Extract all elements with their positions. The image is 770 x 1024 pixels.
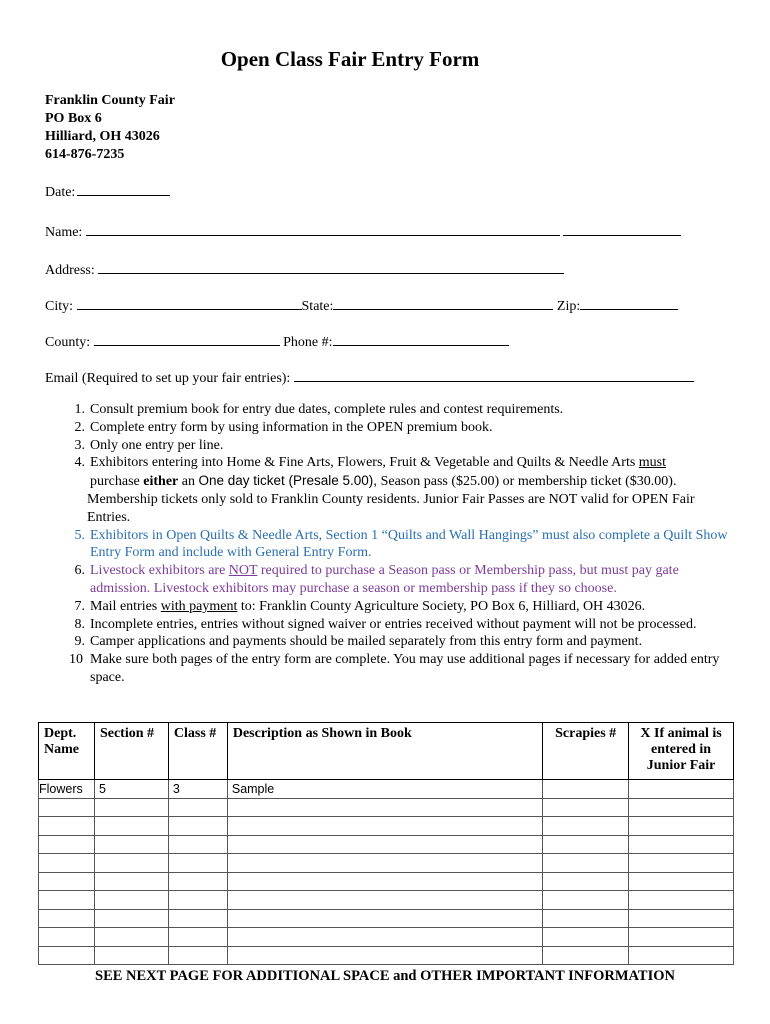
col-header-scrapies: Scrapies # <box>543 723 629 780</box>
county-row <box>45 332 509 351</box>
table-row <box>39 835 734 854</box>
instruction-text-part: purchase <box>90 474 144 490</box>
cell-description[interactable] <box>227 891 542 910</box>
entry-table <box>38 722 734 965</box>
table-row <box>39 928 734 947</box>
phone-label: Phone #: <box>283 335 333 350</box>
cell-description[interactable] <box>227 909 542 928</box>
instruction-text-part: Livestock exhibitors are <box>90 563 229 579</box>
instruction-item <box>45 616 735 634</box>
cell-section[interactable]: 5 <box>94 780 168 799</box>
cell-class[interactable] <box>168 798 227 817</box>
table-row <box>39 817 734 836</box>
cell-description[interactable] <box>227 928 542 947</box>
col-header-section: Section # <box>94 723 168 780</box>
email-row <box>45 368 694 387</box>
cell-class[interactable] <box>168 872 227 891</box>
fair-po-box: PO Box 6 <box>45 111 102 126</box>
city-row <box>45 296 678 315</box>
county-field[interactable] <box>94 332 280 346</box>
instruction-text-part: Exhibitors entering into Home & Fine Arts, Flowers, Fruit & Vegetable and Quilts & Needle Arts <box>90 455 639 471</box>
cell-description[interactable] <box>227 835 542 854</box>
instructions-list <box>45 401 735 687</box>
cell-scrapies[interactable] <box>543 835 629 854</box>
cell-dept[interactable] <box>39 946 95 965</box>
cell-description[interactable]: Sample <box>227 780 542 799</box>
cell-class[interactable] <box>168 909 227 928</box>
date-field-month[interactable] <box>77 182 125 196</box>
city-label: City: <box>45 299 74 314</box>
cell-junior-fair[interactable] <box>629 817 734 836</box>
one-day-ticket-text: One day ticket (Presale 5.00), <box>198 473 378 489</box>
instruction-text-part: Season pass ($25.00) or membership ticket ($30.00). <box>377 474 677 490</box>
instruction-text <box>90 598 735 616</box>
cell-dept[interactable] <box>39 835 95 854</box>
address-row <box>45 260 564 279</box>
cell-section[interactable] <box>94 817 168 836</box>
cell-scrapies[interactable] <box>543 909 629 928</box>
instruction-number: 10 <box>69 652 83 668</box>
cell-scrapies[interactable] <box>543 872 629 891</box>
cell-section[interactable] <box>94 835 168 854</box>
instruction-text: Membership tickets only sold to Franklin County residents. Junior Fair Passes are NOT valid for OPEN Fair Entries. <box>87 491 695 525</box>
cell-scrapies[interactable] <box>543 928 629 947</box>
instruction-number: 6. <box>74 563 85 579</box>
cell-scrapies[interactable] <box>543 798 629 817</box>
cell-section[interactable] <box>94 854 168 873</box>
cell-junior-fair[interactable] <box>629 946 734 965</box>
name-row <box>45 222 681 241</box>
instruction-item <box>45 437 735 455</box>
table-row <box>39 909 734 928</box>
cell-dept[interactable] <box>39 872 95 891</box>
instruction-text: Consult premium book for entry due dates, complete rules and contest requirements. <box>90 402 564 417</box>
table-row <box>39 798 734 817</box>
instruction-item <box>45 633 735 651</box>
state-field[interactable] <box>333 296 553 310</box>
county-label: County: <box>45 335 91 350</box>
instruction-item <box>45 651 735 687</box>
fair-phone: 614-876-7235 <box>45 147 125 162</box>
instruction-text <box>90 454 735 491</box>
cell-scrapies[interactable] <box>543 946 629 965</box>
instruction-text-part: Mail entries <box>90 598 161 614</box>
table-row <box>39 872 734 891</box>
cell-class[interactable] <box>168 928 227 947</box>
instruction-number: 7. <box>74 598 85 614</box>
col-header-junior-fair: X If animal is entered in Junior Fair <box>629 723 734 780</box>
col-header-dept: Dept. Name <box>39 723 95 780</box>
cell-section[interactable] <box>94 909 168 928</box>
cell-scrapies[interactable] <box>543 891 629 910</box>
cell-class[interactable] <box>168 817 227 836</box>
cell-description[interactable] <box>227 817 542 836</box>
cell-dept[interactable] <box>39 817 95 836</box>
cell-section[interactable] <box>94 891 168 910</box>
city-field[interactable] <box>77 296 302 310</box>
instruction-number: 9. <box>74 634 85 650</box>
cell-class[interactable] <box>168 835 227 854</box>
date-row <box>45 182 170 201</box>
page-title: Open Class Fair Entry Form <box>220 47 480 71</box>
instruction-number: 4. <box>74 455 85 471</box>
cell-junior-fair[interactable] <box>629 891 734 910</box>
cell-description[interactable] <box>227 946 542 965</box>
cell-scrapies[interactable] <box>543 854 629 873</box>
name-field[interactable] <box>86 222 560 236</box>
email-label: Email (Required to set up your fair entries): <box>45 371 291 386</box>
table-row <box>39 891 734 910</box>
fair-address <box>45 92 175 164</box>
table-header-row <box>39 723 734 780</box>
table-row <box>39 780 734 799</box>
cell-scrapies[interactable] <box>543 780 629 799</box>
cell-description[interactable] <box>227 872 542 891</box>
instruction-text: Exhibitors in Open Quilts & Needle Arts, Section 1 “Quilts and Wall Hangings” must also complete a Quilt Show Entry Form and include with General Entry Form. <box>90 527 728 561</box>
cell-dept[interactable] <box>39 891 95 910</box>
instruction-item <box>45 419 735 437</box>
must-emphasis: must <box>638 455 667 471</box>
cell-scrapies[interactable] <box>543 817 629 836</box>
instruction-indent <box>45 491 87 527</box>
not-emphasis: NOT <box>228 563 258 579</box>
table-row <box>39 946 734 965</box>
phone-field[interactable] <box>333 332 509 346</box>
email-field[interactable] <box>294 368 694 382</box>
cell-section[interactable] <box>94 946 168 965</box>
cell-junior-fair[interactable] <box>629 780 734 799</box>
cell-junior-fair[interactable] <box>629 798 734 817</box>
cell-dept[interactable] <box>39 854 95 873</box>
name-label: Name: <box>45 225 83 240</box>
fair-city: Hilliard, OH 43026 <box>45 129 160 144</box>
instruction-text-part: to: Franklin County Agriculture Society, PO Box 6, Hilliard, OH 43026. <box>237 598 646 614</box>
cell-section[interactable] <box>94 928 168 947</box>
instruction-text: Complete entry form by using information in the OPEN premium book. <box>90 419 493 435</box>
cell-junior-fair[interactable] <box>629 872 734 891</box>
cell-description[interactable] <box>227 798 542 817</box>
table-row <box>39 854 734 873</box>
instruction-text-part: an <box>178 474 199 490</box>
instruction-text-part: required to purchase a Season pass or Membership pass, but must pay gate admission. Livestock exhibitors may purchase a season or membership pass if they so choose. <box>90 563 679 596</box>
cell-dept[interactable] <box>39 928 95 947</box>
instruction-item <box>45 598 735 616</box>
cell-class[interactable] <box>168 854 227 873</box>
instruction-number: 2. <box>74 419 85 435</box>
address-field[interactable] <box>98 260 564 274</box>
cell-dept[interactable]: Flowers <box>39 780 95 799</box>
fair-name: Franklin County Fair <box>45 93 175 108</box>
instruction-number: 1. <box>74 402 85 417</box>
footer-note: SEE NEXT PAGE FOR ADDITIONAL SPACE and OTHER IMPORTANT INFORMATION <box>95 968 675 984</box>
col-header-description: Description as Shown in Book <box>227 723 542 780</box>
cell-junior-fair[interactable] <box>629 835 734 854</box>
instruction-text <box>90 562 735 598</box>
cell-class[interactable] <box>168 891 227 910</box>
instruction-number: 8. <box>74 616 85 632</box>
cell-section[interactable] <box>94 872 168 891</box>
instruction-item <box>45 454 735 491</box>
instruction-item-quilts <box>45 527 735 563</box>
cell-junior-fair[interactable] <box>629 854 734 873</box>
instruction-text: Camper applications and payments should be mailed separately from this entry form and payment. <box>90 634 643 650</box>
cell-description[interactable] <box>227 854 542 873</box>
cell-dept[interactable] <box>39 798 95 817</box>
instruction-number: 3. <box>74 437 85 453</box>
cell-dept[interactable] <box>39 909 95 928</box>
instruction-text: Make sure both pages of the entry form are complete. You may use additional pages if necessary for added entry space. <box>90 652 720 685</box>
state-label: State: <box>301 299 334 314</box>
name-field-extra[interactable] <box>563 222 681 236</box>
zip-field[interactable] <box>580 296 678 310</box>
with-payment-emphasis: with payment <box>160 598 238 614</box>
date-field-day[interactable] <box>125 182 170 196</box>
instruction-text: Only one entry per line. <box>90 437 224 453</box>
instruction-item <box>45 401 735 419</box>
instruction-item-livestock <box>45 562 735 598</box>
instruction-number: 5. <box>74 527 85 543</box>
date-label: Date: <box>45 185 76 200</box>
cell-junior-fair[interactable] <box>629 928 734 947</box>
cell-class[interactable]: 3 <box>168 780 227 799</box>
cell-section[interactable] <box>94 798 168 817</box>
zip-label: Zip: <box>556 299 581 314</box>
address-label: Address: <box>45 263 95 278</box>
instruction-item-continued <box>45 491 735 527</box>
col-header-class: Class # <box>168 723 227 780</box>
cell-junior-fair[interactable] <box>629 909 734 928</box>
either-emphasis: either <box>143 474 179 490</box>
cell-class[interactable] <box>168 946 227 965</box>
instruction-text: Incomplete entries, entries without signed waiver or entries received without payment will not be processed. <box>90 616 697 632</box>
